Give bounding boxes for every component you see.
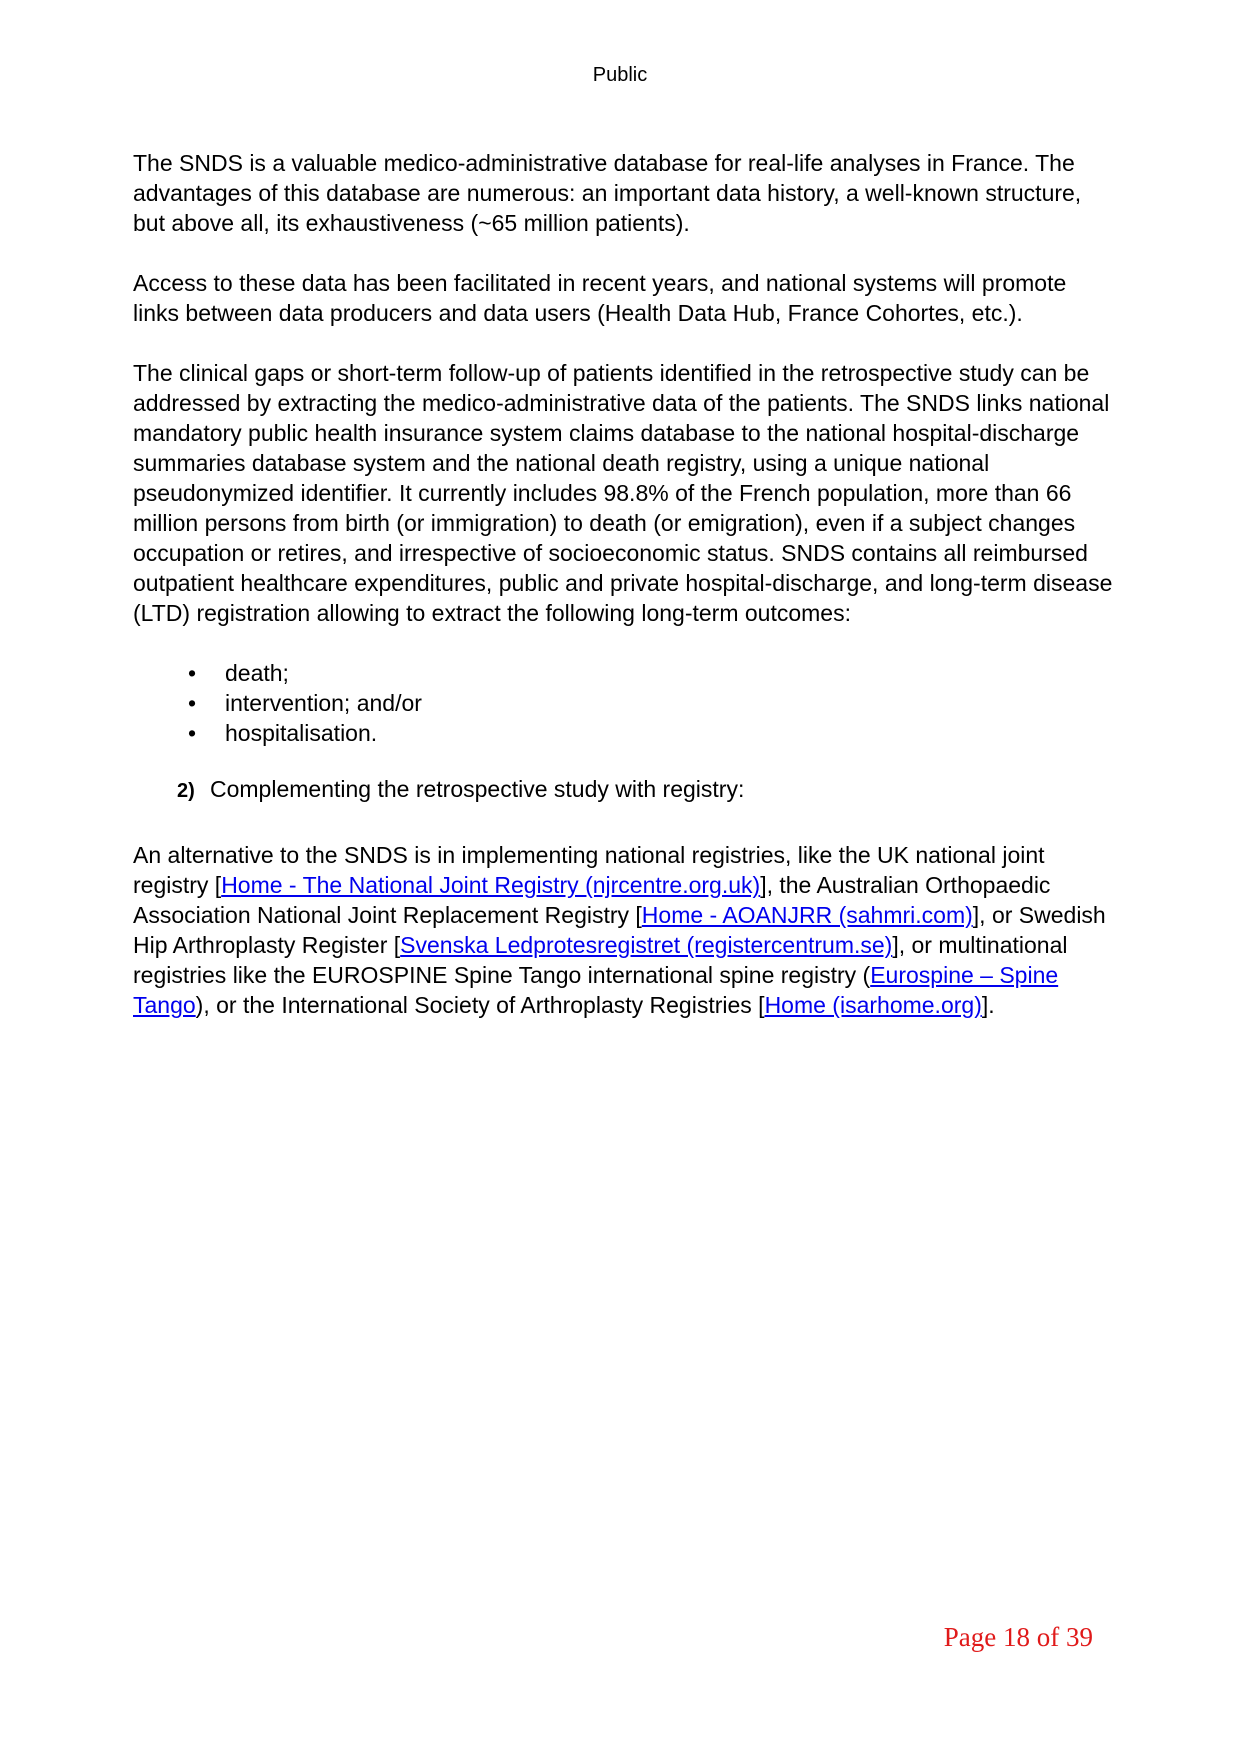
paragraph-data-access: Access to these data has been facilitated in recent years, and national systems will promote links between data producers and data users (Health Data Hub, France Cohortes, etc.).: [133, 270, 1067, 326]
link-national-joint-registry[interactable]: Home - The National Joint Registry (njrcentre.org.uk): [221, 872, 761, 898]
page-number: Page 18 of 39: [943, 1622, 1093, 1652]
list-item-label: intervention; and/or: [225, 690, 422, 716]
outcomes-bullet-list: [133, 658, 1113, 748]
paragraph-clinical-gaps: The clinical gaps or short-term follow-up of patients identified in the retrospective study can be addressed by extracting the medico-administrative data of the patients. The SNDS links national mandatory public health insurance system claims database to the national hospital-discharge summaries database system and the national death registry, using a unique national pseudonymized identifier. It currently includes 98.8% of the French population, more than 66 million persons from birth (or immigration) to death (or emigration), even if a subject changes occupation or retires, and irrespective of socioeconomic status. SNDS contains all reimbursed outpatient healthcare expenditures, public and private hospital-discharge, and long-term disease (LTD) registration allowing to extract the following long-term outcomes:: [133, 360, 1113, 626]
text-segment: ], the Australian Orthopaedic Association National Joint Replacement Registry [: [133, 872, 1051, 928]
list-item: [133, 688, 1113, 718]
text-segment: ), or the International Society of Arthroplasty Registries [: [195, 992, 765, 1018]
link-isarhome[interactable]: Home (isarhome.org): [764, 992, 982, 1018]
numbered-heading-registry: [133, 774, 1113, 806]
numbered-heading-marker: 2): [177, 780, 195, 802]
bullet-icon: •: [188, 660, 197, 686]
link-aoanjrr-sahmri[interactable]: Home - AOANJRR (sahmri.com): [641, 902, 973, 928]
bullet-icon: •: [188, 690, 197, 716]
text-segment: ], or multinational registries like the EUROSPINE Spine Tango international spine registry (: [133, 932, 1068, 988]
text-segment: ].: [981, 992, 995, 1018]
link-eurospine-spine-tango[interactable]: Eurospine – Spine Tango: [133, 962, 1059, 1018]
list-item-label: death;: [225, 660, 289, 686]
text-segment: ], or Swedish Hip Arthroplasty Register [: [133, 902, 1106, 958]
list-item-label: hospitalisation.: [225, 720, 378, 746]
bullet-icon: •: [188, 720, 197, 746]
list-item: [133, 658, 1113, 688]
paragraph-registries: [133, 840, 1113, 1020]
paragraph-snds-intro: The SNDS is a valuable medico-administrative database for real-life analyses in France. The advantages of this database are numerous: an important data history, a well-known structure, but above all, its exhaustiveness (~65 million patients).: [133, 150, 1082, 236]
list-item: [133, 718, 1113, 748]
header-classification-label: Public: [592, 64, 648, 86]
numbered-heading-label: Complementing the retrospective study with registry:: [210, 776, 745, 802]
text-segment: An alternative to the SNDS is in implementing national registries, like the UK national joint registry [: [133, 842, 1045, 898]
document-body: [133, 148, 1113, 1050]
link-svenska-ledprotesregistret[interactable]: Svenska Ledprotesregistret (registercentrum.se): [400, 932, 893, 958]
